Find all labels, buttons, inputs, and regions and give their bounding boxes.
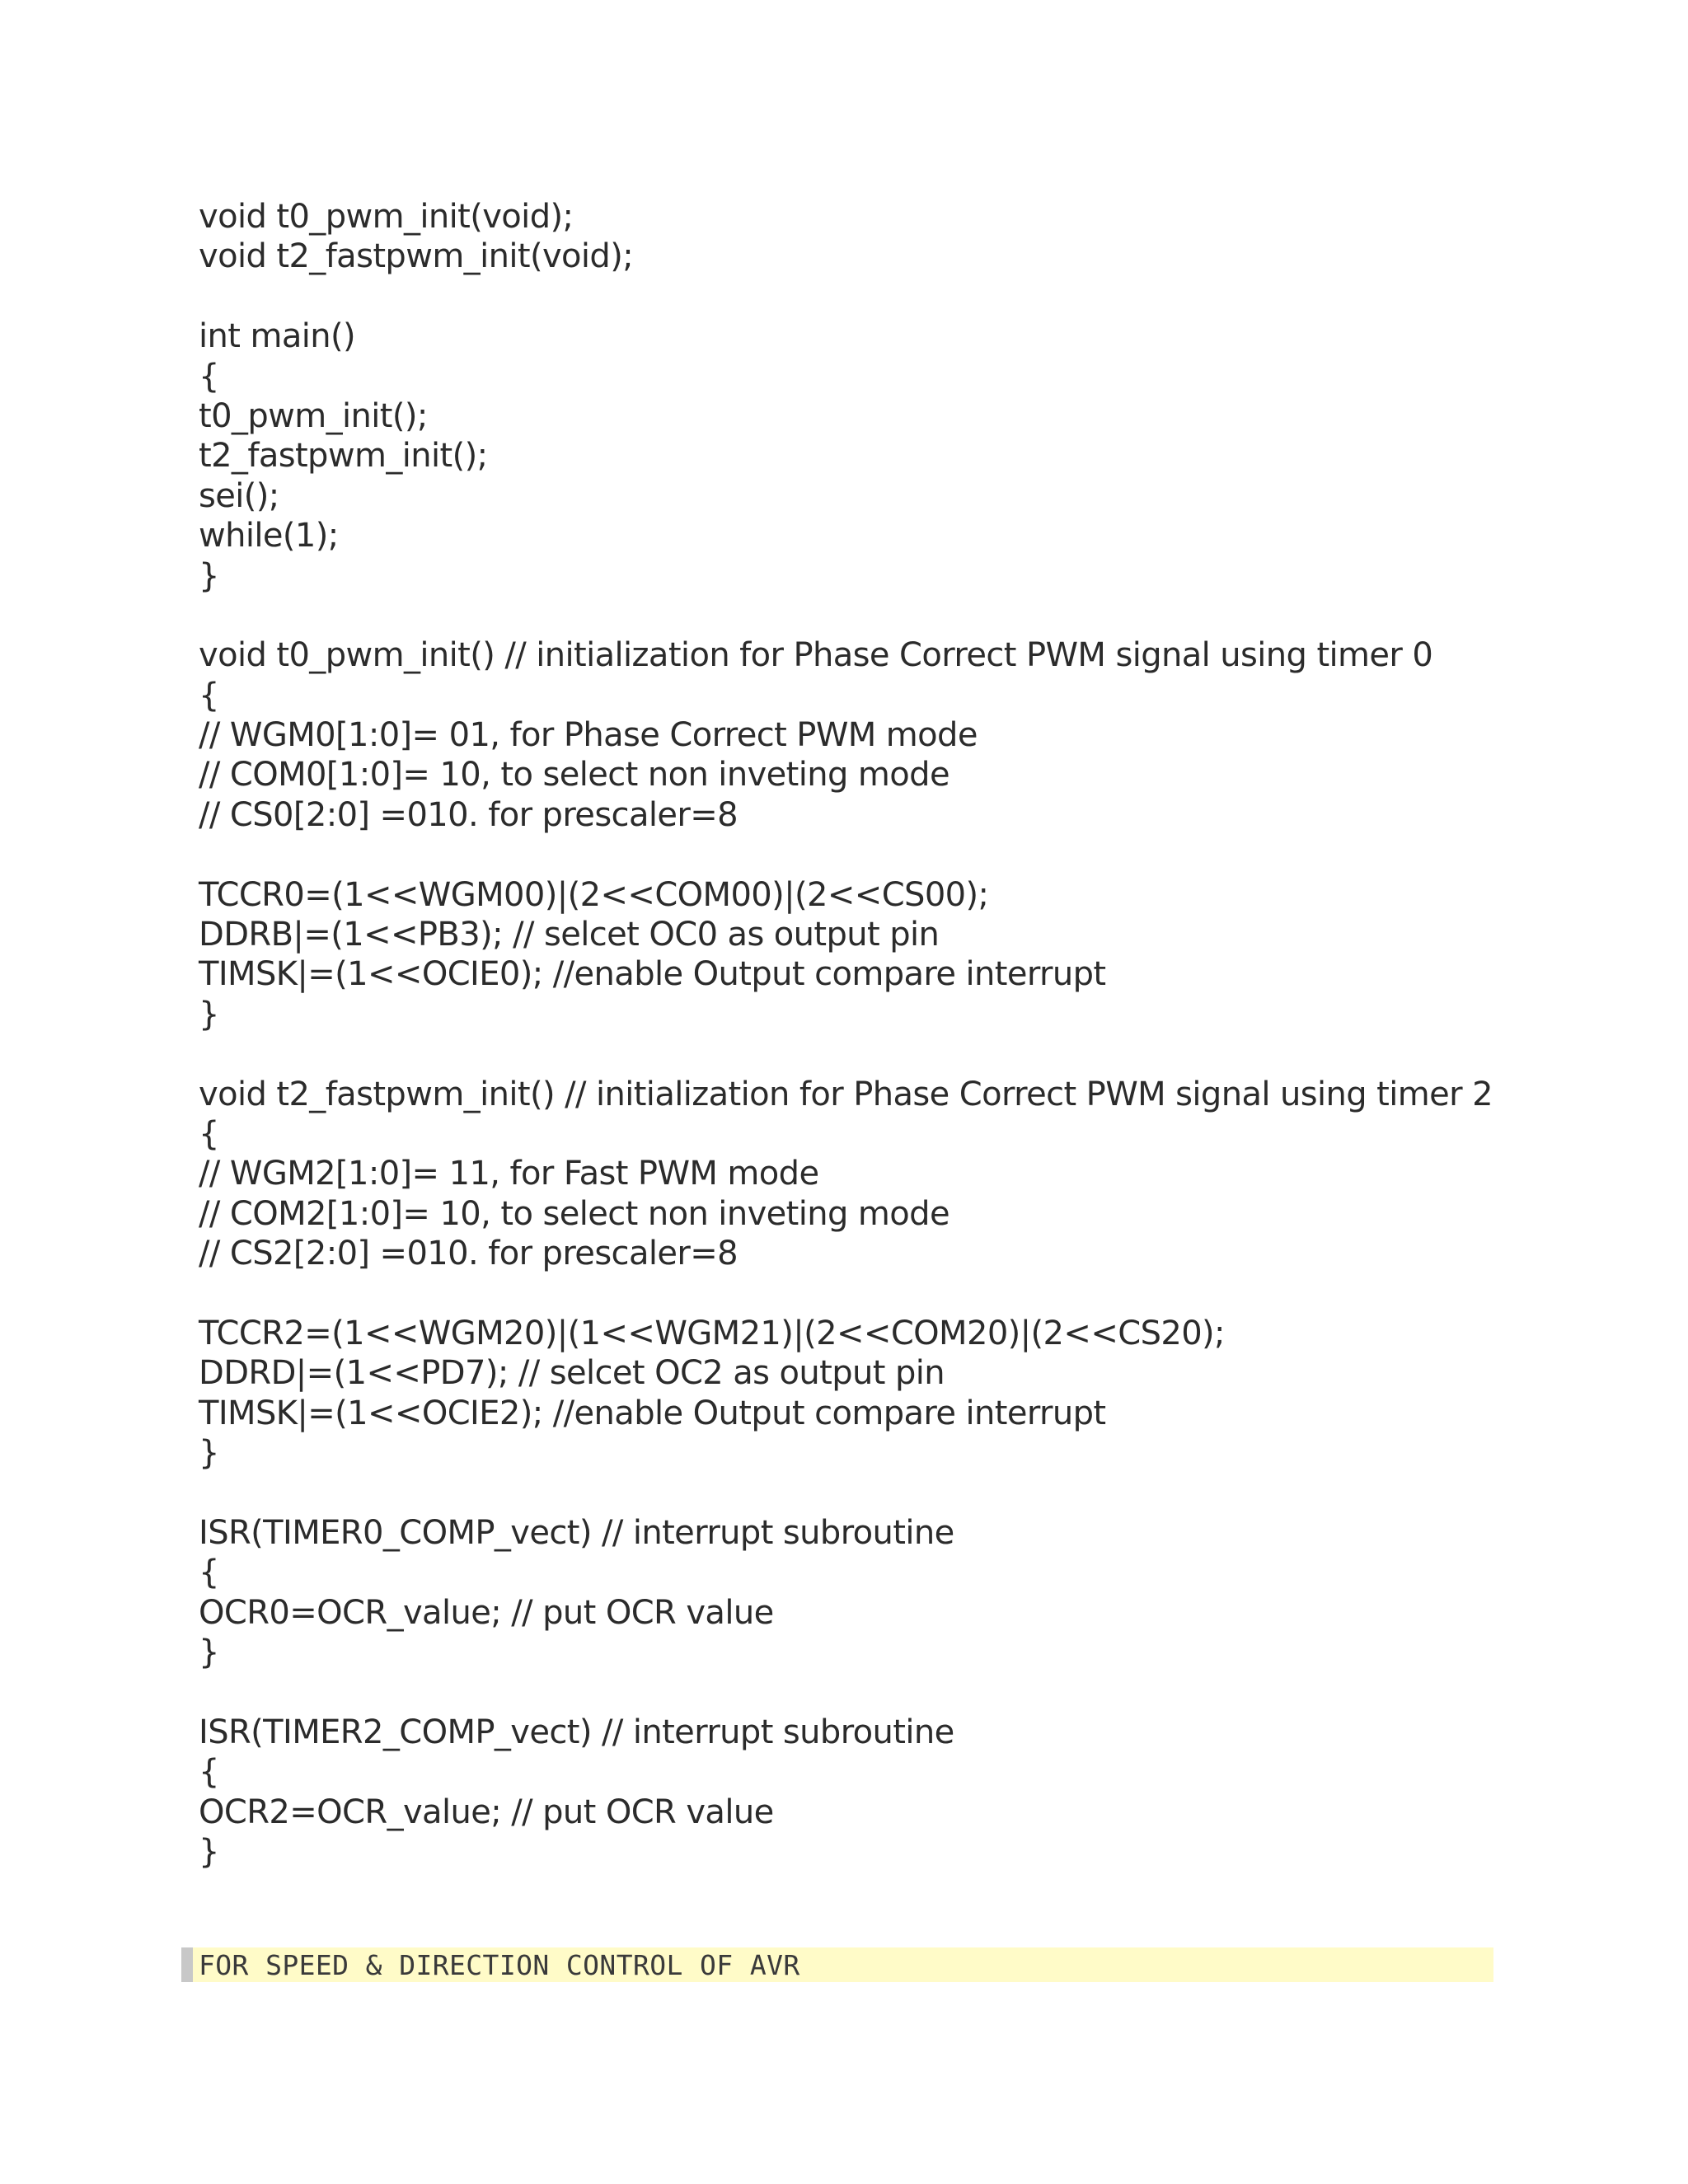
code-line: TIMSK|=(1<<OCIE2); //enable Output compare interrupt: [199, 1394, 1106, 1432]
code-line: {: [199, 357, 219, 396]
code-line: [199, 1274, 1517, 1314]
code-line: OCR0=OCR_value; // put OCR value: [199, 1593, 774, 1632]
code-line: {: [199, 1753, 219, 1792]
section-heading: FOR SPEED & DIRECTION CONTROL OF AVR: [199, 1949, 800, 1981]
code-line: void t2_fastpwm_init(void);: [199, 237, 634, 276]
code-line: void t0_pwm_init() // initialization for Phase Correct PWM signal using timer 0: [199, 636, 1433, 675]
code-line: TCCR2=(1<<WGM20)|(1<<WGM21)|(2<<COM20)|(2<<CS20);: [199, 1314, 1225, 1352]
code-line: }: [199, 1833, 219, 1872]
code-line: // WGM2[1:0]= 11, for Fast PWM mode: [199, 1155, 819, 1193]
code-line: }: [199, 1633, 219, 1672]
code-line: }: [199, 1434, 219, 1473]
code-line: [199, 1672, 1517, 1712]
code-listing: [199, 197, 1517, 1872]
code-line: {: [199, 1114, 219, 1153]
code-line: ISR(TIMER0_COMP_vect) // interrupt subroutine: [199, 1513, 954, 1552]
code-line: }: [199, 995, 219, 1033]
code-line: void t2_fastpwm_init() // initialization for Phase Correct PWM signal using timer 2: [199, 1075, 1493, 1113]
code-line: [199, 596, 1517, 635]
code-line: OCR2=OCR_value; // put OCR value: [199, 1793, 774, 1831]
code-line: int main(): [199, 317, 356, 356]
code-line: }: [199, 556, 219, 595]
code-line: while(1);: [199, 517, 339, 555]
code-line: {: [199, 1554, 219, 1592]
code-line: // COM0[1:0]= 10, to select non inveting mode: [199, 756, 950, 794]
code-line: [199, 1034, 1517, 1074]
code-line: [199, 1474, 1517, 1513]
code-line: DDRD|=(1<<PD7); // selcet OC2 as output pin: [199, 1354, 945, 1393]
code-line: t2_fastpwm_init();: [199, 437, 488, 476]
code-line: {: [199, 676, 219, 715]
code-line: t0_pwm_init();: [199, 396, 428, 435]
code-line: [199, 835, 1517, 874]
code-line: TIMSK|=(1<<OCIE0); //enable Output compare interrupt: [199, 955, 1106, 994]
code-line: DDRB|=(1<<PB3); // selcet OC0 as output pin: [199, 916, 940, 954]
code-line: void t0_pwm_init(void);: [199, 198, 574, 236]
code-line: TCCR0=(1<<WGM00)|(2<<COM00)|(2<<CS00);: [199, 875, 989, 914]
code-line: // COM2[1:0]= 10, to select non inveting mode: [199, 1194, 950, 1233]
code-line: // CS2[2:0] =010. for prescaler=8: [199, 1235, 738, 1273]
code-line: [199, 277, 1517, 316]
code-line: // CS0[2:0] =010. for prescaler=8: [199, 795, 738, 834]
code-line: ISR(TIMER2_COMP_vect) // interrupt subroutine: [199, 1713, 954, 1751]
code-line: // WGM0[1:0]= 01, for Phase Correct PWM mode: [199, 716, 978, 755]
code-line: sei();: [199, 476, 279, 515]
